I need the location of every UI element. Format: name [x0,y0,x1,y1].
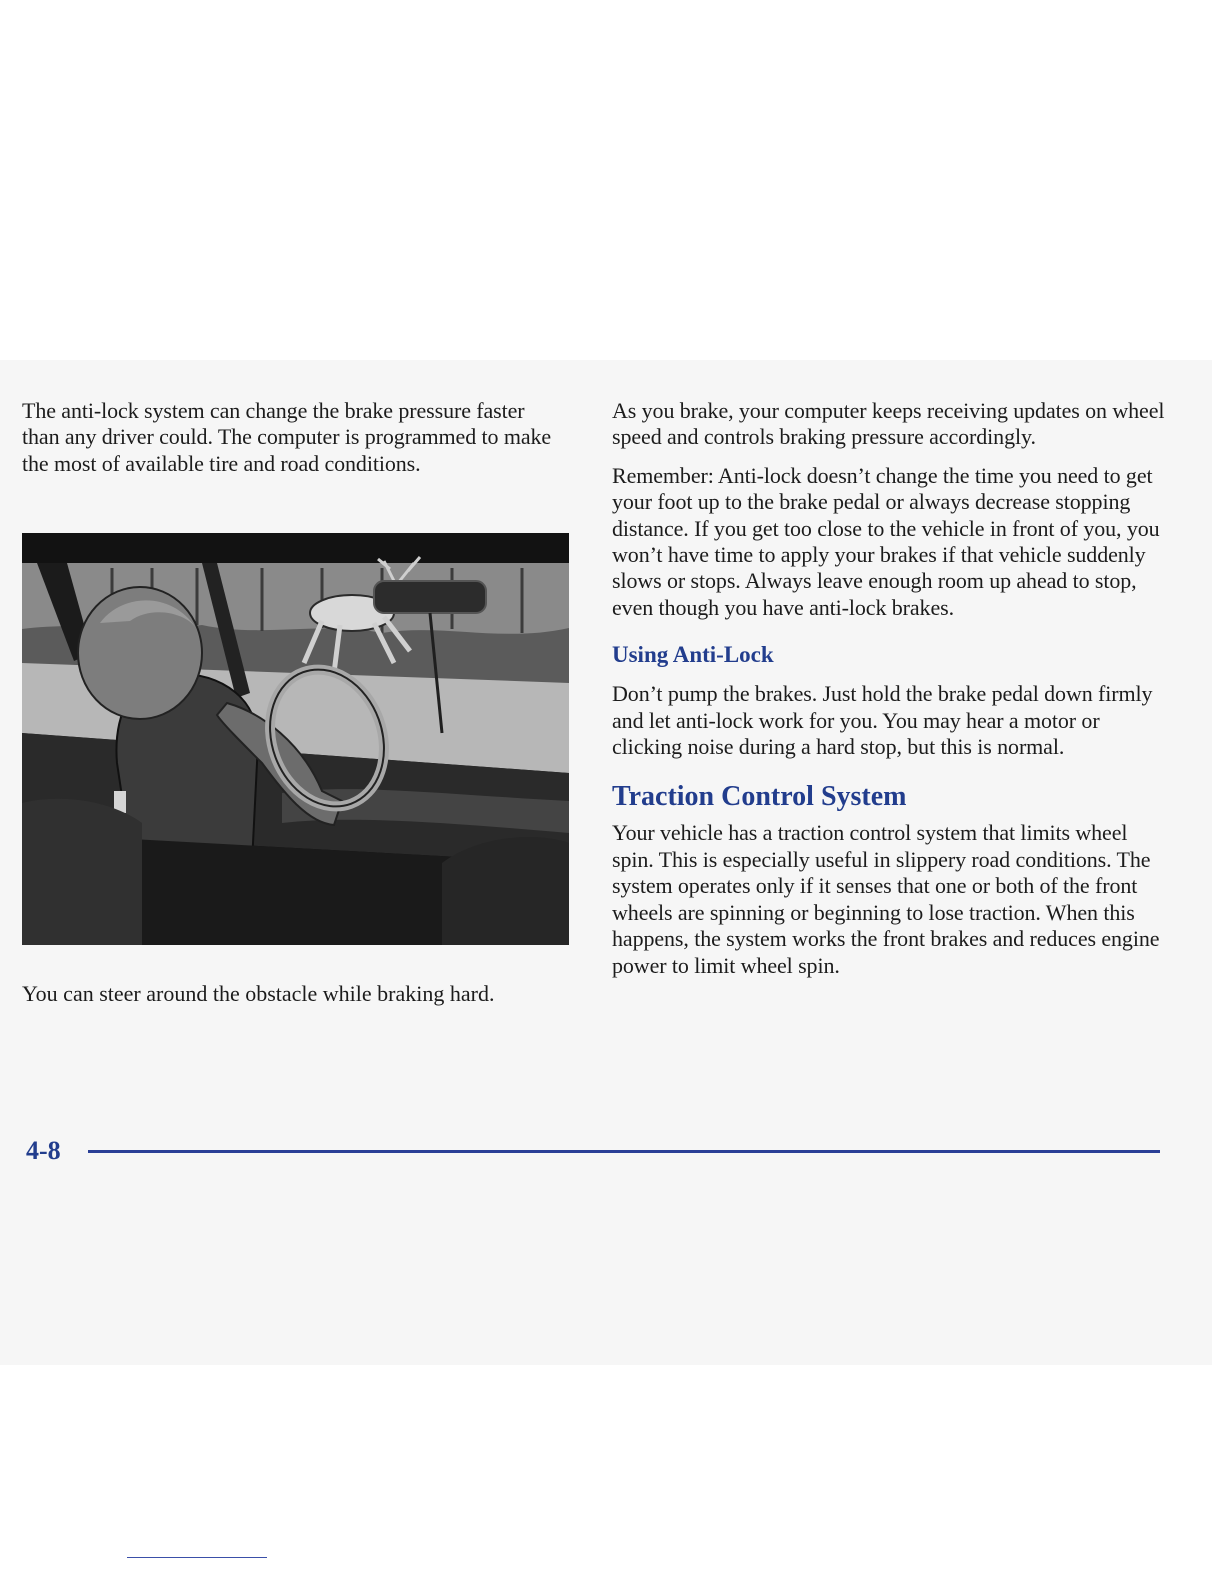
left-column [22,398,552,477]
dont-pump-paragraph: Don’t pump the brakes. Just hold the brake pedal down firmly and let anti-lock work for you. You may hear a motor or clicking noise during a hard stop, but this is normal. [612,681,1153,760]
driver-deer-illustration [22,533,569,945]
remember-paragraph: Remember: Anti-lock doesn’t change the time you need to get your foot up to the brake pedal or always decrease stopping distance. If you get too close to the vehicle in front of you, you won’t have time to apply your brakes if that vehicle suddenly slows or stops. Always leave enough room up ahead to stop, even though you have anti-lock brakes. [612,462,1160,620]
computer-updates-paragraph: As you brake, your computer keeps receiving updates on wheel speed and controls braking pressure accordingly. [612,398,1165,450]
page-number: 4-8 [26,1136,61,1165]
traction-control-heading: Traction Control System [612,781,907,813]
right-column [612,398,1172,979]
using-anti-lock-heading: Using Anti-Lock [612,642,774,668]
footer-divider [88,1150,1160,1153]
figure-caption: You can steer around the obstacle while braking hard. [22,981,495,1006]
scan-artifact-line [127,1557,267,1558]
traction-control-paragraph: Your vehicle has a traction control system that limits wheel spin. This is especially useful in slippery road conditions. The system operates only if it senses that one or both of the front wheels are spinning or beginning to lose traction. When this happens, the system works the front brakes and reduces engine power to limit wheel spin. [612,820,1160,978]
intro-paragraph: The anti-lock system can change the brake pressure faster than any driver could. The computer is programmed to make the most of available tire and road conditions. [22,398,552,476]
